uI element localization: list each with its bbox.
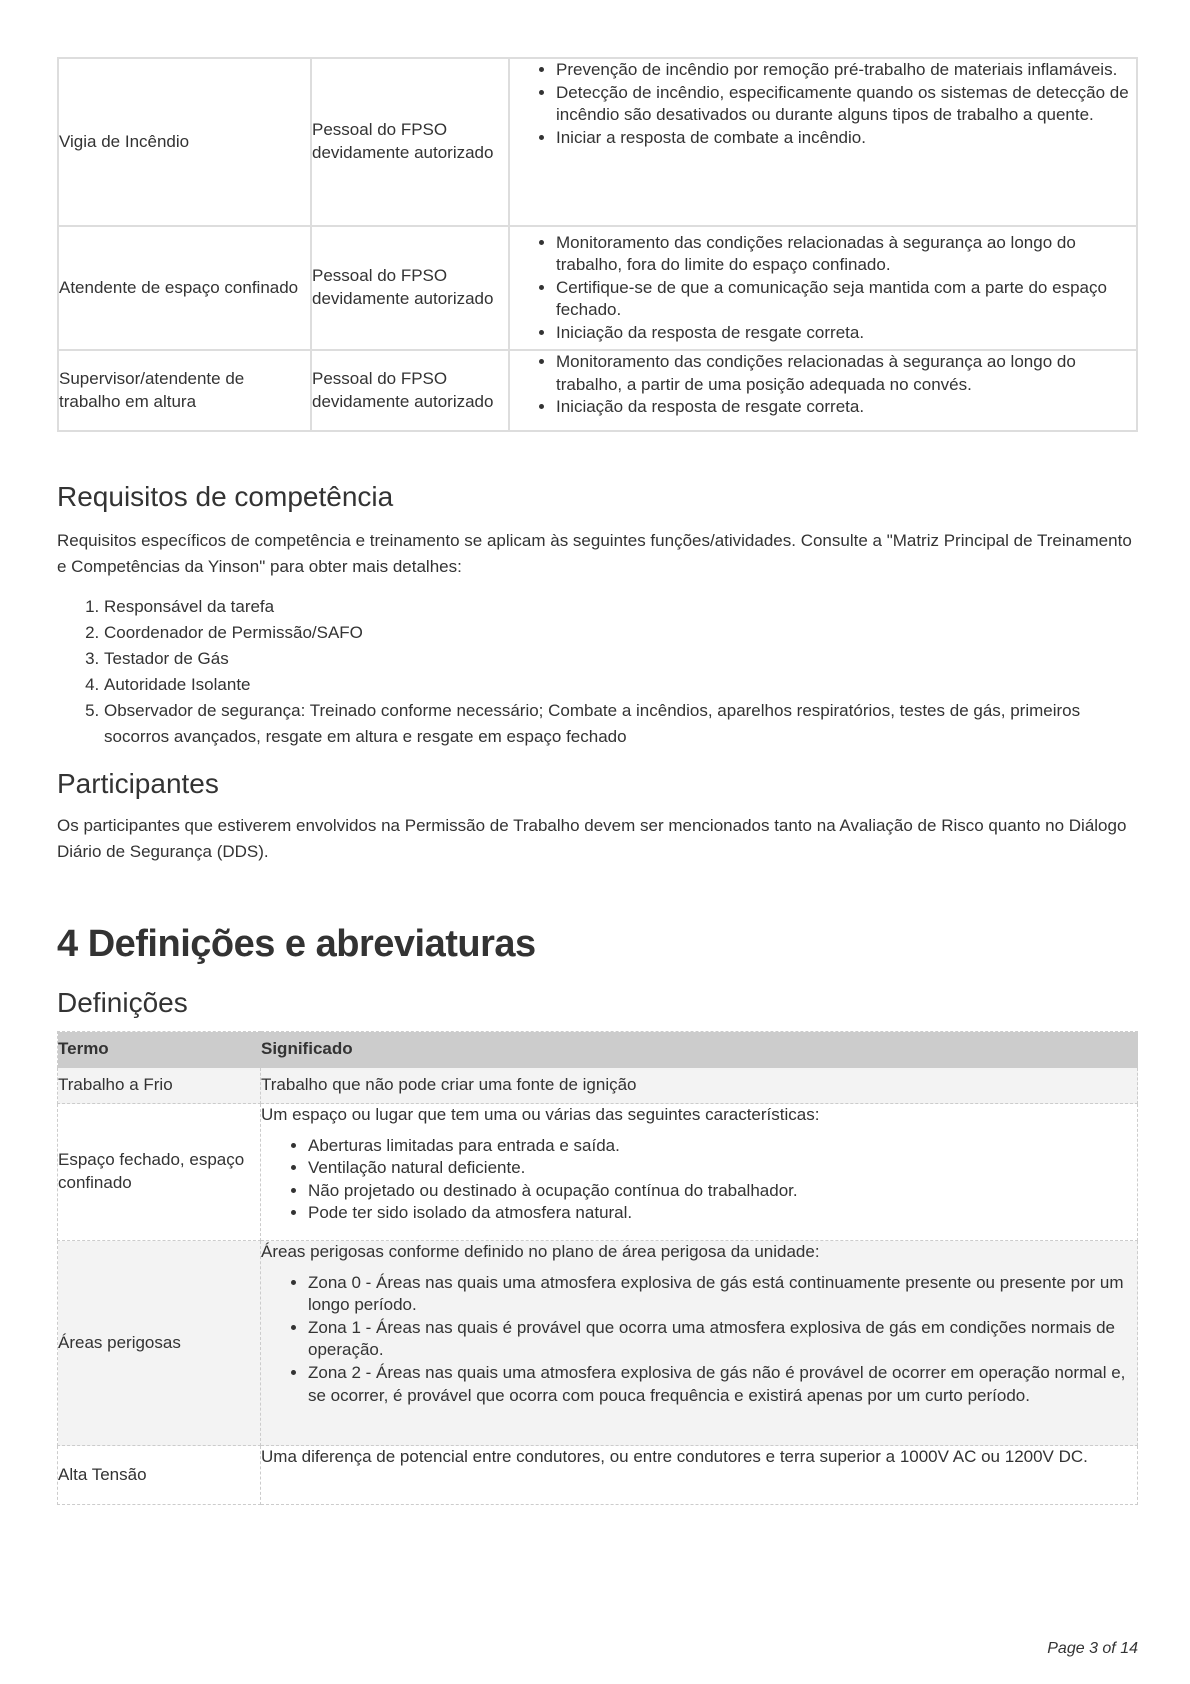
definitions-table [57, 1031, 1138, 1505]
term-cell: Trabalho a Frio [58, 1068, 261, 1104]
role-cell: Atendente de espaço confinado [58, 226, 311, 350]
list-item: • Não projetado ou destinado à ocupação contínua do trabalhador. [308, 1180, 1137, 1203]
table-row [58, 1446, 1138, 1505]
meaning-text: Áreas perigosas conforme definido no plano de área perigosa da unidade: [261, 1242, 820, 1261]
list-item: • Monitoramento das condições relacionadas à segurança ao longo do trabalho, fora do limite do espaço confinado. [556, 232, 1136, 277]
table-row [58, 226, 1137, 350]
term-cell: Espaço fechado, espaço confinado [58, 1104, 261, 1241]
page-number: Page 3 of 14 [1047, 1640, 1138, 1657]
list-item: • Monitoramento das condições relacionadas à segurança ao longo do trabalho, a partir de uma posição adequada no convés. [556, 351, 1136, 396]
competencia-list [57, 594, 1138, 750]
duties-cell [509, 226, 1137, 350]
definitions-table-wrap [57, 1031, 1138, 1505]
list-item: • Zona 0 - Áreas nas quais uma atmosfera explosiva de gás está continuamente presente ou presente por um longo período. [308, 1272, 1137, 1317]
column-header: Significado [261, 1032, 1138, 1068]
table-row [58, 58, 1137, 226]
meaning-cell [261, 1104, 1138, 1241]
table-row [58, 1241, 1138, 1446]
list-item: • Certifique-se de que a comunicação seja mantida com a parte do espaço fechado. [556, 277, 1136, 322]
who-cell: Pessoal do FPSO devidamente autorizado [311, 226, 509, 350]
list-item: • Zona 1 - Áreas nas quais é provável que ocorra uma atmosfera explosiva de gás em condições normais de operação. [308, 1317, 1137, 1362]
list-item: • Detecção de incêndio, especificamente quando os sistemas de detecção de incêndio são desativados ou durante alguns tipos de trabalho a quente. [556, 82, 1136, 127]
list-item: • Iniciação da resposta de resgate correta. [556, 396, 1136, 419]
list-item: 1. Responsável da tarefa [104, 594, 1138, 620]
list-item: 4. Autoridade Isolante [104, 672, 1138, 698]
list-item: • Iniciação da resposta de resgate correta. [556, 322, 1136, 345]
table-header-row [58, 1032, 1138, 1068]
roles-table [57, 57, 1138, 432]
participantes-section [57, 767, 1138, 865]
list-item: • Prevenção de incêndio por remoção pré-trabalho de materiais inflamáveis. [556, 59, 1136, 82]
who-cell: Pessoal do FPSO devidamente autorizado [311, 58, 509, 226]
list-item: • Pode ter sido isolado da atmosfera natural. [308, 1202, 1137, 1225]
page-section-title: 4 Definições e abreviaturas [57, 923, 536, 965]
list-item: • Iniciar a resposta de combate a incêndio. [556, 127, 1136, 150]
table-row [58, 1068, 1138, 1104]
meaning-cell: Trabalho que não pode criar uma fonte de ignição [261, 1068, 1138, 1104]
meaning-text: Um espaço ou lugar que tem uma ou várias das seguintes características: [261, 1105, 820, 1124]
meaning-cell: Uma diferença de potencial entre condutores, ou entre condutores e terra superior a 1000V AC ou 1200V DC. [261, 1446, 1138, 1505]
section-heading: Requisitos de competência [57, 481, 394, 512]
who-cell: Pessoal do FPSO devidamente autorizado [311, 350, 509, 431]
table-row [58, 350, 1137, 431]
term-cell: Áreas perigosas [58, 1241, 261, 1446]
list-item: • Ventilação natural deficiente. [308, 1157, 1137, 1180]
paragraph: Os participantes que estiverem envolvidos na Permissão de Trabalho devem ser mencionados tanto na Avaliação de Risco quanto no Diálogo Diário de Segurança (DDS). [57, 816, 1127, 861]
roles-table-wrap [57, 57, 1138, 432]
list-item: 3. Testador de Gás [104, 646, 1138, 672]
term-cell: Alta Tensão [58, 1446, 261, 1505]
role-cell: Vigia de Incêndio [58, 58, 311, 226]
section-heading: Definições [57, 987, 188, 1018]
duties-cell [509, 58, 1137, 226]
list-item: • Zona 2 - Áreas nas quais uma atmosfera explosiva de gás não é provável de ocorrer em operação normal e, se ocorrer, é provável que ocorra com pouca frequência e existirá apenas por um curto período. [308, 1362, 1137, 1407]
meaning-cell [261, 1241, 1138, 1446]
role-cell: Supervisor/atendente de trabalho em altura [58, 350, 311, 431]
list-item: 5. Observador de segurança: Treinado conforme necessário; Combate a incêndios, aparelhos respiratórios, testes de gás, primeiros socorros avançados, resgate em altura e resgate em espaço fechado [104, 698, 1138, 750]
competencia-section [57, 480, 1138, 750]
list-item: • Aberturas limitadas para entrada e saída. [308, 1135, 1137, 1158]
table-row [58, 1104, 1138, 1241]
section-heading: Participantes [57, 768, 219, 799]
paragraph: Requisitos específicos de competência e treinamento se aplicam às seguintes funções/atividades. Consulte a "Matriz Principal de Treinamento e Competências da Yinson" para obter mais detalhes: [57, 531, 1132, 576]
column-header: Termo [58, 1032, 261, 1068]
duties-cell [509, 350, 1137, 431]
list-item: 2. Coordenador de Permissão/SAFO [104, 620, 1138, 646]
